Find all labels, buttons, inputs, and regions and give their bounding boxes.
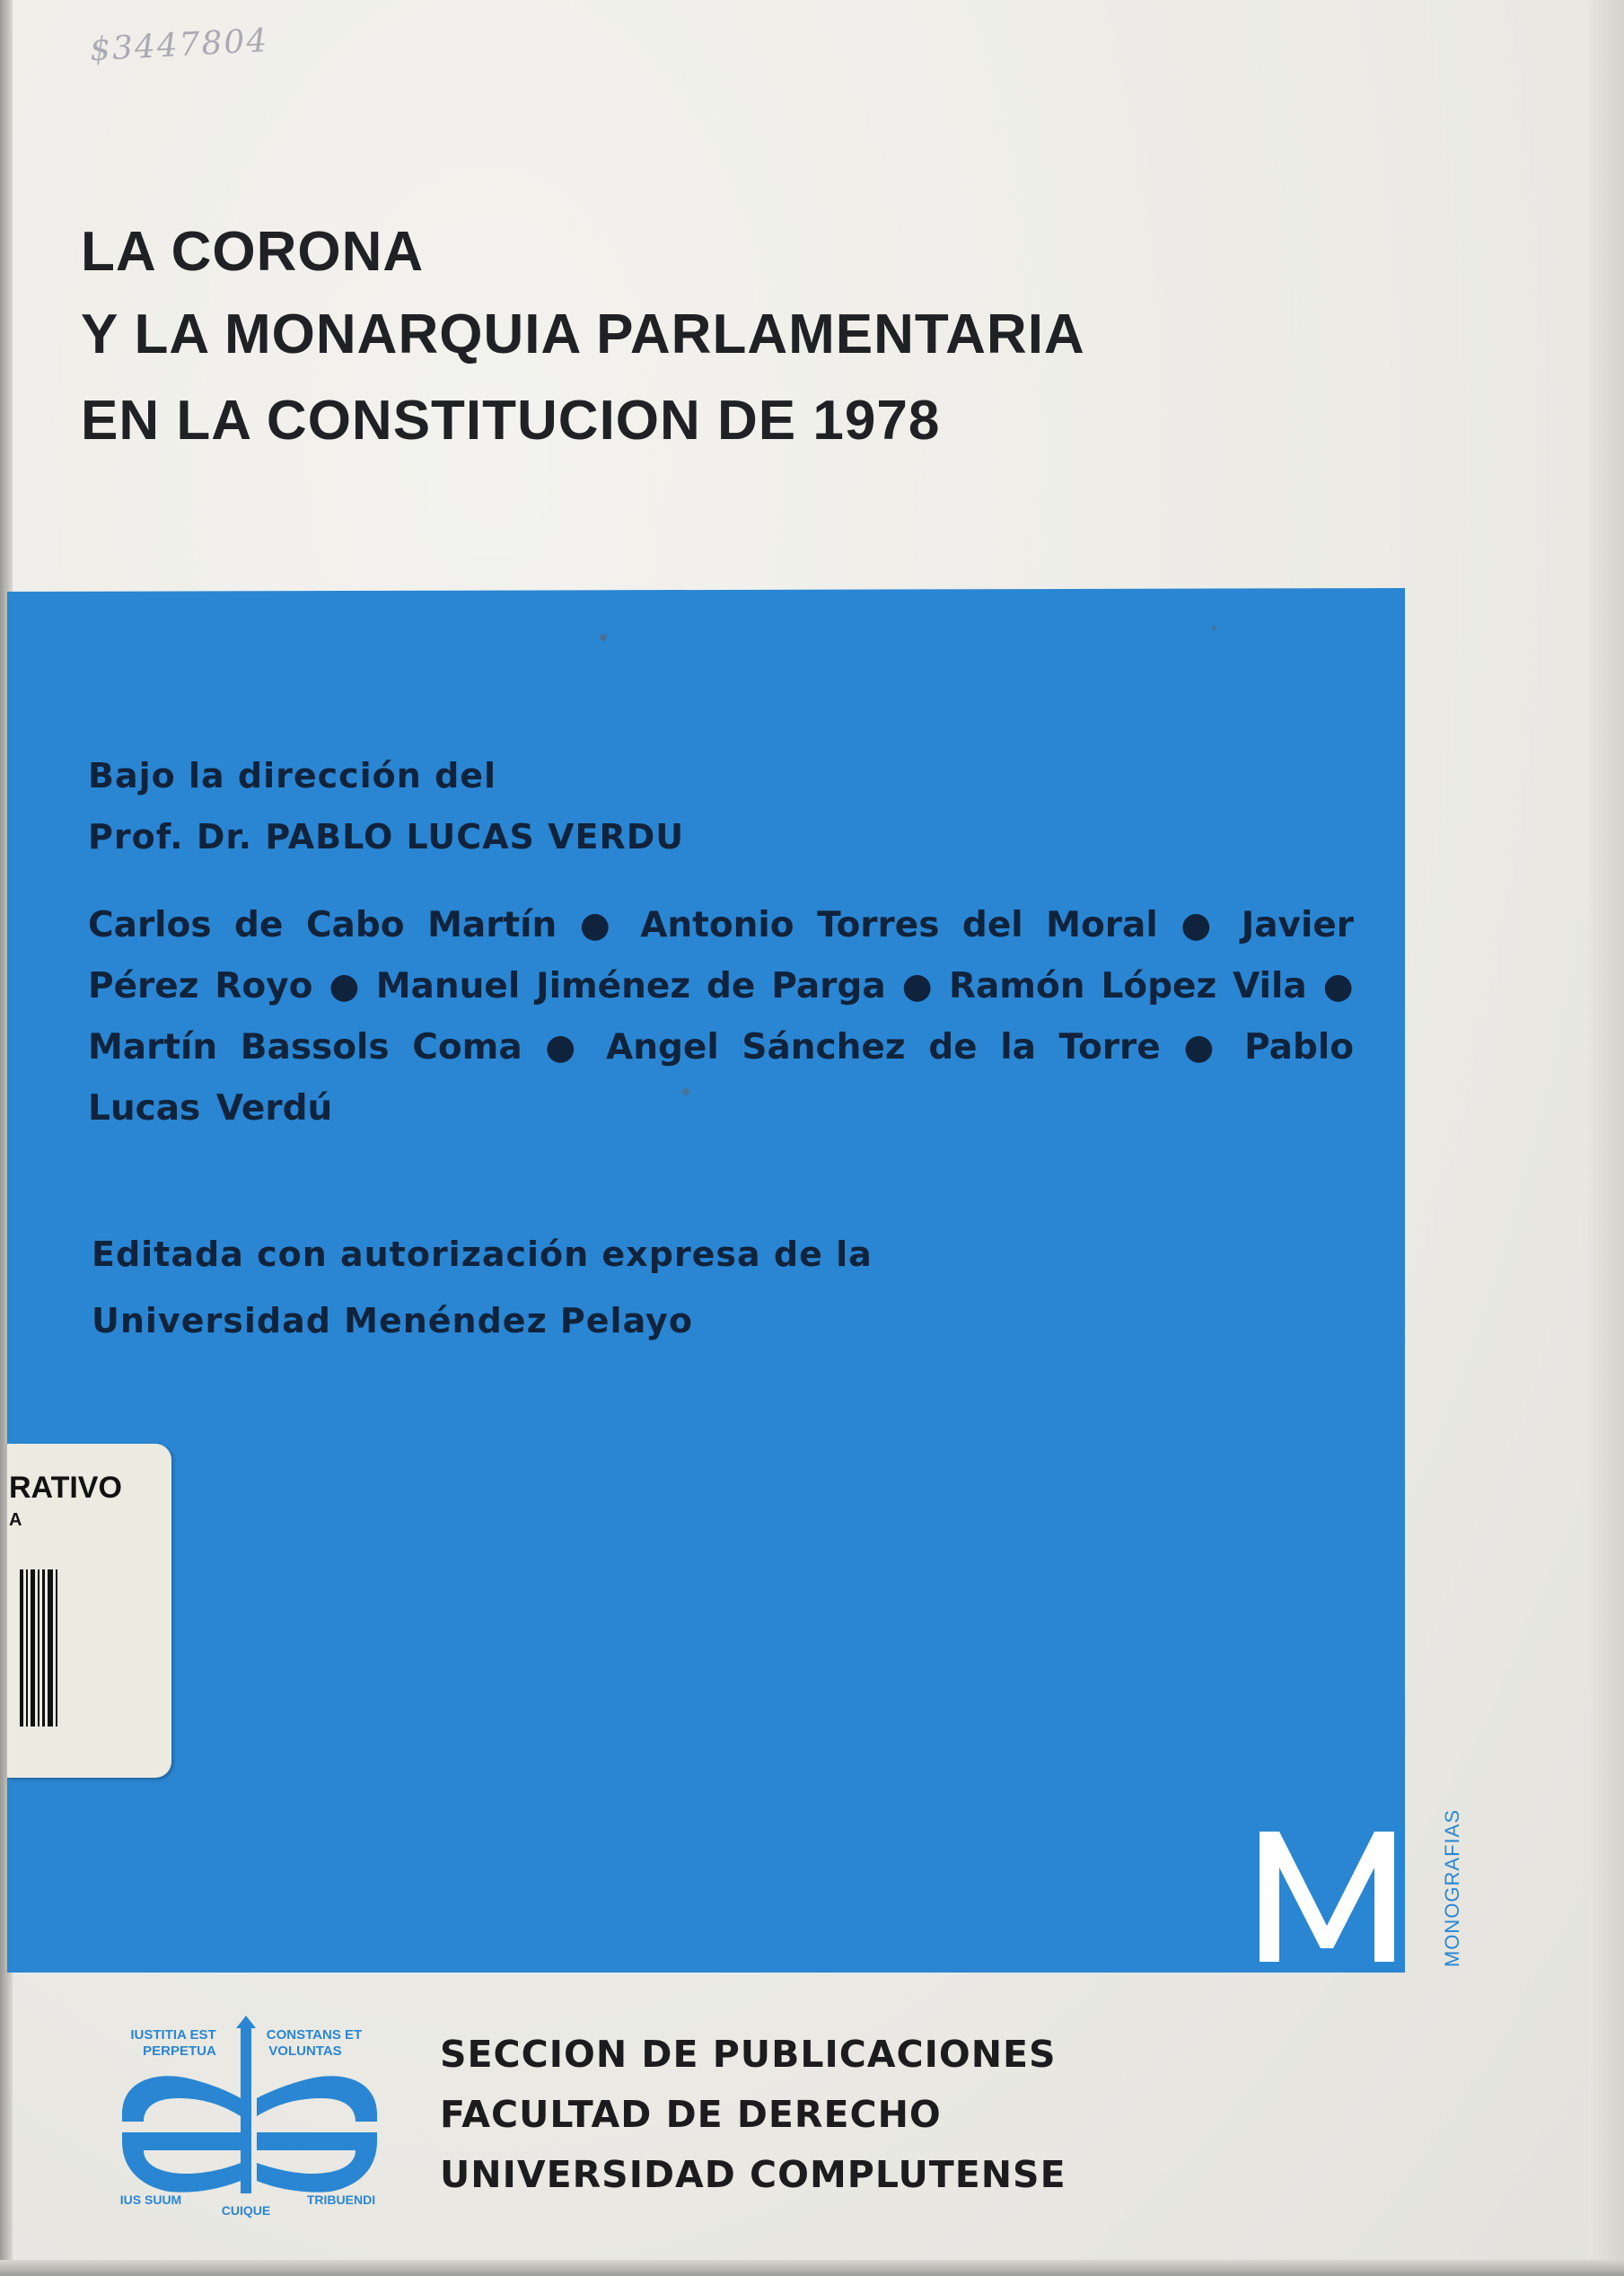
- emblem-text-bottom-right: TRIBUENDI: [306, 2193, 376, 2207]
- publisher-line-3: UNIVERSIDAD COMPLUTENSE: [440, 2153, 1067, 2196]
- publisher-line-2: FACULTAD DE DERECHO: [440, 2093, 942, 2136]
- sticker-text: RATIVO: [9, 1471, 122, 1505]
- title-line-2: Y LA MONARQUIA PARLAMENTARIA: [81, 303, 1085, 365]
- author-name: Pablo Lucas Verdú: [88, 1027, 1355, 1129]
- author-name: Angel Sánchez de la Torre: [606, 1027, 1161, 1068]
- edition-line-2: Universidad Menéndez Pelayo: [92, 1301, 693, 1340]
- barcode-icon: [20, 1569, 59, 1727]
- emblem-text-top-right-2: VOLUNTAS: [268, 2043, 342, 2059]
- title-line-1: LA CORONA: [81, 221, 425, 283]
- bullet-icon: ●: [545, 1027, 607, 1068]
- ink-speck: [1212, 626, 1216, 630]
- direction-line-1: Bajo la dirección del: [88, 756, 497, 795]
- emblem-text-bottom-center: CUIQUE: [221, 2203, 271, 2218]
- bullet-icon: ●: [329, 966, 376, 1006]
- emblem-text-top-left-2: PERPETUA: [143, 2043, 216, 2059]
- author-name: Antonio Torres del Moral: [640, 905, 1158, 945]
- publisher-line-1: SECCION DE PUBLICACIONES: [440, 2033, 1057, 2076]
- bullet-icon: ●: [579, 905, 641, 945]
- series-label-text: MONOGRAFIAS: [1441, 1808, 1463, 1968]
- ink-speck: [600, 634, 607, 641]
- title-line-3: EN LA CONSTITUCION DE 1978: [81, 390, 941, 452]
- author-name: Manuel Jiménez de Parga: [375, 966, 886, 1006]
- author-name: Carlos de Cabo Martín: [88, 905, 557, 945]
- bullet-icon: ●: [1183, 1027, 1245, 1068]
- ink-speck: [682, 1088, 689, 1095]
- emblem-text-top-right: CONSTANS ET: [266, 2027, 363, 2043]
- author-name: Javier Pérez Royo: [88, 905, 1355, 1006]
- university-emblem-icon: [106, 2016, 393, 2222]
- sticker-subtext: A: [9, 1510, 22, 1530]
- bullet-icon: ●: [901, 966, 949, 1006]
- direction-line-2: Prof. Dr. PABLO LUCAS VERDU: [88, 817, 685, 857]
- publisher-block: [440, 2025, 1067, 2205]
- cover-right-edge: [1588, 0, 1624, 2276]
- emblem-text-bottom-left: IUS SUUM: [119, 2193, 182, 2207]
- edition-note: [92, 1221, 873, 1354]
- author-name: Martín Bassols Coma: [88, 1027, 522, 1068]
- series-label: [1439, 1803, 1466, 1973]
- library-label-sticker: [7, 1444, 171, 1778]
- bullet-icon: ●: [1322, 966, 1355, 1006]
- author-name: Ramón López Vila: [948, 966, 1307, 1006]
- authors-list: [88, 895, 1354, 1139]
- cover-bottom-edge: [0, 2260, 1624, 2276]
- edition-line-1: Editada con autorización expresa de la: [92, 1235, 873, 1274]
- monografias-m-logo: [1260, 1832, 1394, 1962]
- emblem-text-top-left: IUSTITIA EST: [130, 2027, 216, 2043]
- book-title: [81, 211, 1085, 459]
- bullet-icon: ●: [1181, 905, 1242, 945]
- direction-block: [88, 745, 684, 867]
- handwritten-note: $3447804: [89, 22, 270, 69]
